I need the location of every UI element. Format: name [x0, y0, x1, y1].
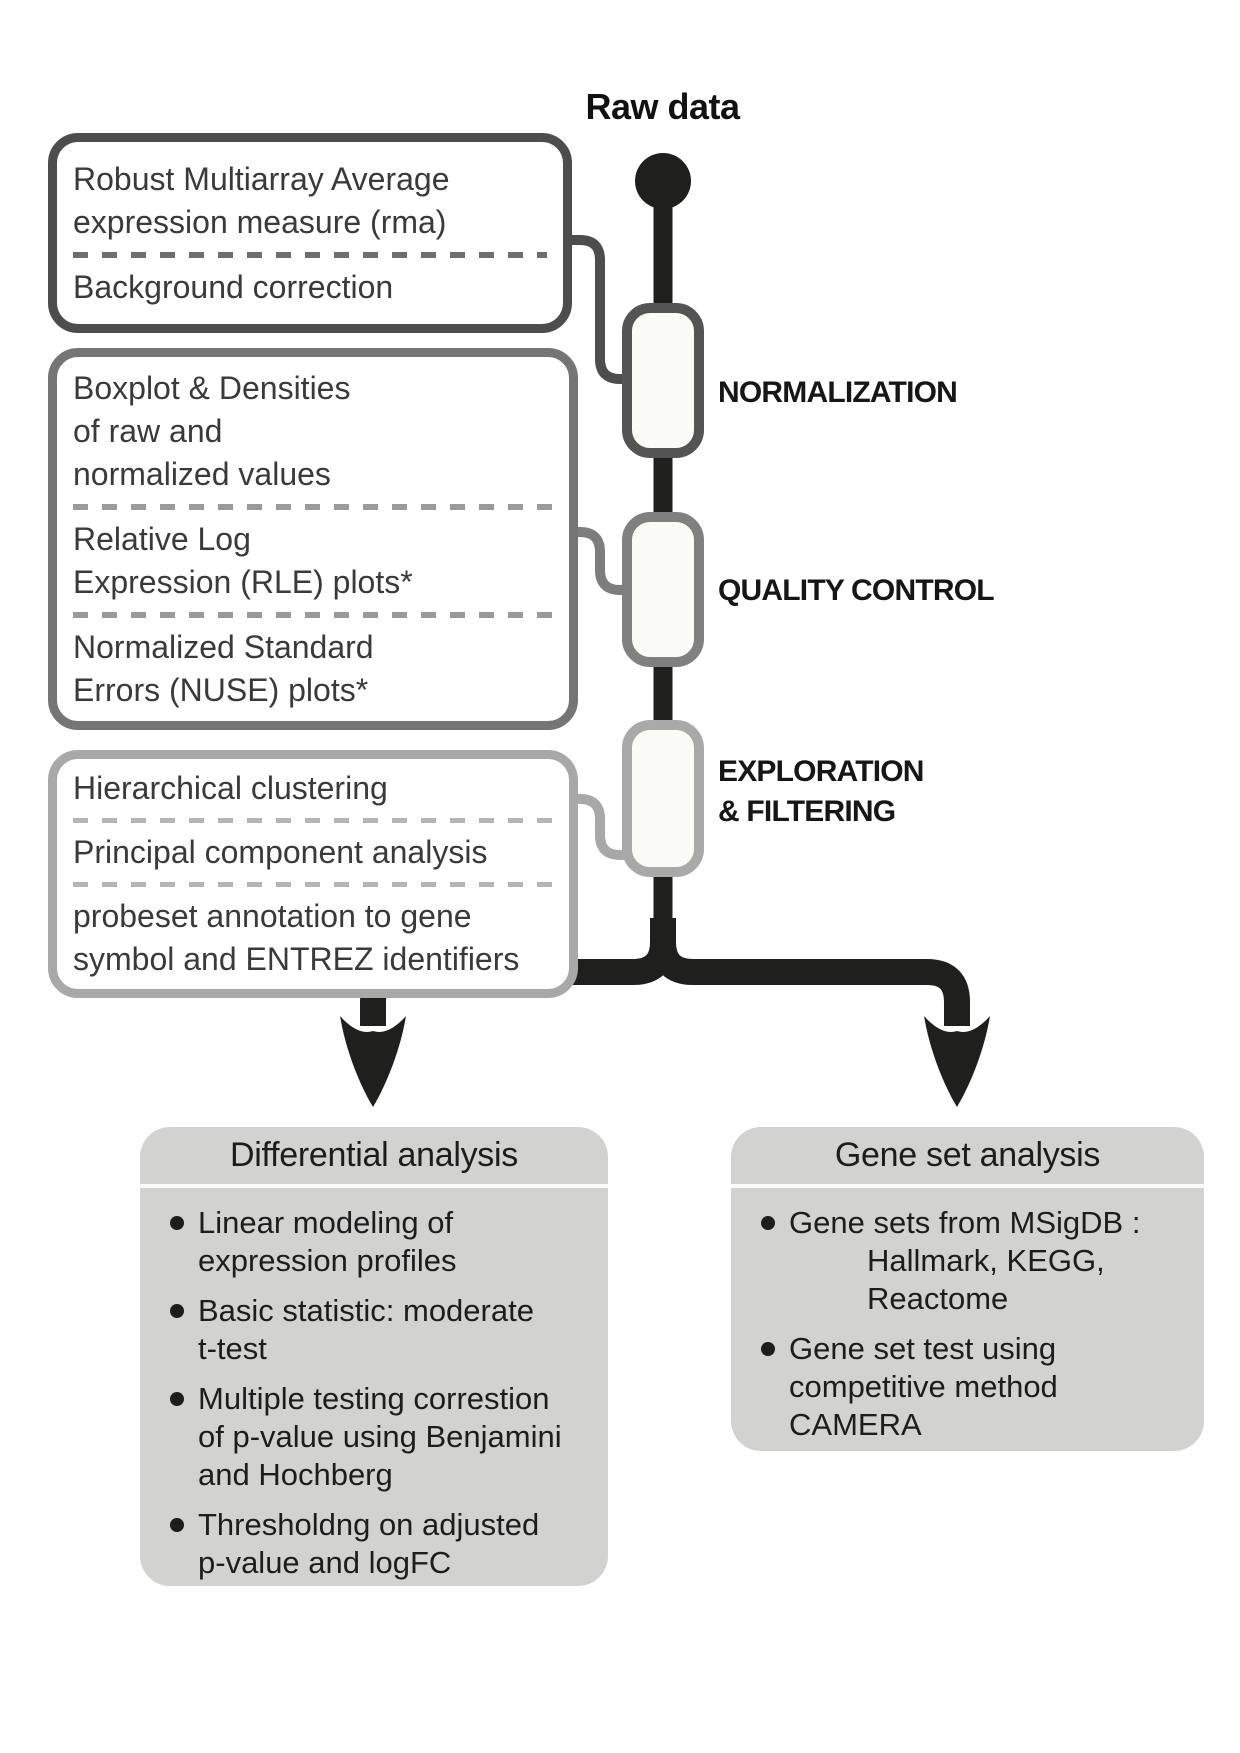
bullet-line: of p-value using Benjamini — [198, 1419, 562, 1454]
box-text-line: Normalized Standard — [73, 628, 374, 665]
flow-box-exploration-filtering — [48, 750, 578, 998]
dashed-divider — [73, 504, 553, 510]
box-text-line: Background correction — [73, 268, 394, 305]
bullet-item — [170, 1204, 594, 1280]
connector-exploration — [574, 799, 627, 855]
node-normalization — [622, 303, 704, 458]
stage-label-normalization — [718, 373, 957, 413]
dashed-divider — [73, 612, 553, 618]
bullet-line: t-test — [198, 1331, 267, 1366]
node-exploration-filtering — [622, 720, 704, 877]
bullet-item — [170, 1506, 594, 1582]
stage-label-line: QUALITY CONTROL — [718, 574, 994, 607]
bullet-item — [761, 1204, 1190, 1318]
raw-data-dot — [635, 153, 691, 209]
bullet-line: Hallmark, KEGG, — [867, 1243, 1105, 1278]
connector-quality-control — [574, 532, 627, 590]
box-text-line: Hierarchical clustering — [73, 770, 388, 806]
branch-right-line — [663, 918, 957, 1026]
bullet-line: CAMERA — [789, 1407, 922, 1442]
flow-box-quality-control — [48, 348, 578, 730]
box-text-line: Expression (RLE) plots* — [73, 563, 413, 600]
panel-body — [731, 1188, 1204, 1444]
bullet-item — [761, 1330, 1190, 1444]
bullet-line: Gene sets from MSigDB : — [789, 1205, 1141, 1240]
panel-gene-set-analysis — [731, 1127, 1204, 1451]
stage-label-line: & FILTERING — [718, 795, 896, 828]
bullet-dot-icon — [170, 1518, 184, 1532]
bullet-line: expression profiles — [198, 1243, 457, 1278]
bullet-line: Thresholdng on adjusted — [198, 1507, 540, 1542]
bullet-line: Gene set test using — [789, 1331, 1057, 1366]
panel-body — [140, 1188, 608, 1582]
stage-label-exploration-filtering — [718, 752, 924, 832]
bullet-line: competitive method — [789, 1369, 1058, 1404]
arrowhead-right-icon — [924, 1016, 990, 1107]
connector-normalization — [566, 240, 627, 379]
bullet-item — [170, 1292, 594, 1368]
bullet-line: Linear modeling of — [198, 1205, 454, 1240]
bullet-dot-icon — [761, 1216, 775, 1230]
stage-label-line: NORMALIZATION — [718, 376, 958, 409]
bullet-line: Reactome — [867, 1281, 1009, 1316]
box-text-line: probeset annotation to gene — [73, 898, 472, 934]
box-text-line: Errors (NUSE) plots* — [73, 671, 369, 708]
bullet-line: Multiple testing correstion — [198, 1381, 550, 1416]
arrowhead-left-icon — [340, 1016, 406, 1107]
panel-title: Gene set analysis — [731, 1127, 1204, 1188]
box-text-line: symbol and ENTREZ identifiers — [73, 941, 520, 977]
flow-box-normalization — [48, 133, 572, 333]
dashed-divider — [73, 818, 553, 823]
box-text-line: Relative Log — [73, 520, 251, 557]
raw-data-label: Raw data — [585, 86, 740, 127]
stage-label-line: EXPLORATION — [718, 755, 924, 788]
bullet-dot-icon — [761, 1342, 775, 1356]
bullet-dot-icon — [170, 1304, 184, 1318]
box-text-line: Robust Multiarray Average — [73, 160, 450, 197]
bullet-line: Basic statistic: moderate — [198, 1293, 534, 1328]
box-text-line: Boxplot & Densities — [73, 369, 351, 406]
panel-differential-analysis — [140, 1127, 608, 1586]
dashed-divider — [73, 882, 553, 887]
box-text-line: normalized values — [73, 455, 331, 492]
box-text-line: expression measure (rma) — [73, 203, 447, 240]
box-text-line: Principal component analysis — [73, 834, 488, 870]
dashed-divider — [73, 252, 547, 258]
box-text-line: of raw and — [73, 412, 223, 449]
panel-title: Differential analysis — [140, 1127, 608, 1188]
bullet-item — [170, 1380, 594, 1494]
node-quality-control — [622, 512, 704, 667]
bullet-dot-icon — [170, 1216, 184, 1230]
bullet-line: p-value and logFC — [198, 1545, 452, 1580]
bullet-dot-icon — [170, 1392, 184, 1406]
bullet-line: and Hochberg — [198, 1457, 393, 1492]
stage-label-quality-control — [718, 571, 994, 611]
